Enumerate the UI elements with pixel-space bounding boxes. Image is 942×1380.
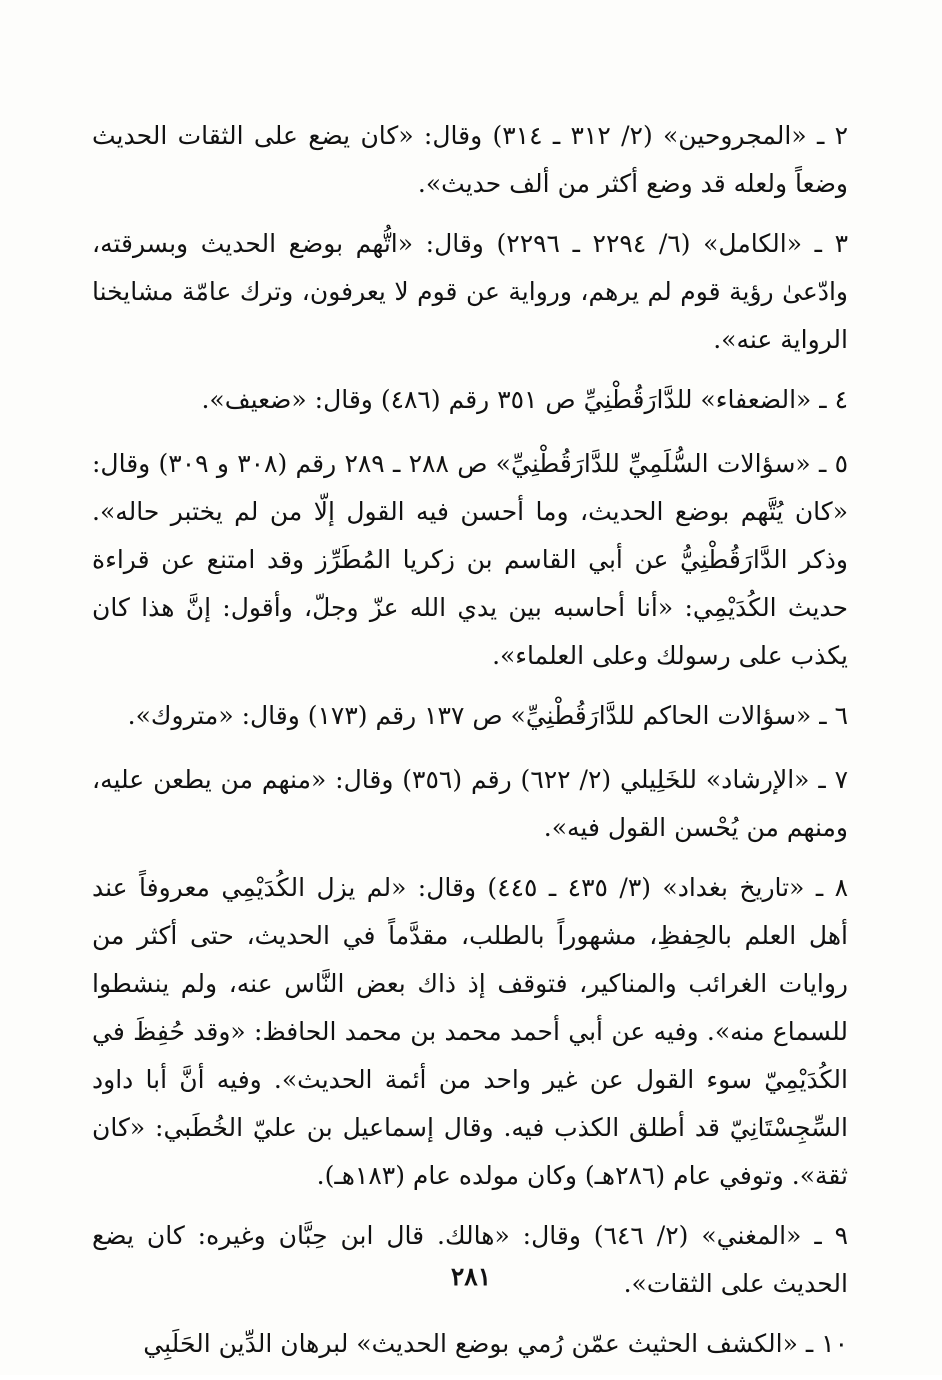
footnote-10: ١٠ ـ «الكشف الحثيث عمّن رُمي بوضع الحديث» لبرهان الدِّين الحَلَبِي <box>143 1329 848 1358</box>
footnotes-block <box>92 112 848 1380</box>
footnote-3: ٣ ـ «الكامل» (٦/ ٢٢٩٤ ـ ٢٢٩٦) وقال: «اتُّهم بوضع الحديث وبسرقته، وادّعىٰ رؤية قوم لم يرهم، ورواية عن قوم لا يعرفون، وترك عامّة مشايخنا الرواية عنه». <box>92 229 849 354</box>
footnote-2: ٢ ـ «المجروحين» (٢/ ٣١٢ ـ ٣١٤) وقال: «كان يضع على الثقات الحديث وضعاً ولعله قد وضع أكثر من ألف حديث». <box>92 121 849 198</box>
footnote-9: ٩ ـ «المغني» (٢/ ٦٤٦) وقال: «هالك. قال ابن حِبَّان وغيره: كان يضع الحديث على الثقات». <box>92 1221 849 1298</box>
footnote-7: ٧ ـ «الإرشاد» للخَلِيلي (٢/ ٦٢٢) رقم (٣٥٦) وقال: «منهم من يطعن عليه، ومنهم من يُحْسن القول فيه». <box>92 765 849 842</box>
footnote-5: ٥ ـ «سؤالات السُّلَمِيِّ للدَّارَقُطْنِيِّ» ص ٢٨٨ ـ ٢٨٩ رقم (٣٠٨ و ٣٠٩) وقال: «كان يُتَّهم بوضع الحديث، وما أحسن فيه القول إلّا من لم يختبر حاله». وذكر الدَّارَقُطْنِيُّ عن أبي القاسم بن زكريا المُطَرِّز وقد امتنع عن قراءة حديث الكُدَيْمِي: «أنا أحاسبه بين يدي الله عزّ وجلّ، وأقول: إنَّ هذا كان يكذب على رسولك وعلى العلماء». <box>92 449 849 670</box>
footnote-4: ٤ ـ «الضعفاء» للدَّارَقُطْنِيِّ ص ٣٥١ رقم (٤٨٦) وقال: «ضعيف». <box>201 385 848 414</box>
page-number: ٢٨١ <box>450 1262 492 1291</box>
footnote-8: ٨ ـ «تاريخ بغداد» (٣/ ٤٣٥ ـ ٤٤٥) وقال: «لم يزل الكُدَيْمِي معروفاً عند أهل العلم بالحِفظِ، مشهوراً بالطلب، مقدَّماً في الحديث، حتى أكثر من روايات الغرائب والمناكير، فتوقف إذ ذاك بعض النَّاس عنه، ولم ينشطوا للسماع منه». وفيه عن أبي أحمد محمد بن محمد الحافظ: «وقد حُفِظَ في الكُدَيْمِيّ سوء القول عن غير واحد من أئمة الحديث». وفيه أنَّ أبا داود السِّجِسْتَانِيّ قد أطلق الكذب فيه. وقال إسماعيل بن عليّ الخُطَبي: «كان ثقة». وتوفي عام (٢٨٦هـ) وكان مولده عام (١٨٣هـ). <box>92 873 849 1190</box>
footnote-6: ٦ ـ «سؤالات الحاكم للدَّارَقُطْنِيِّ» ص ١٣٧ رقم (١٧٣) وقال: «متروك». <box>127 701 848 730</box>
